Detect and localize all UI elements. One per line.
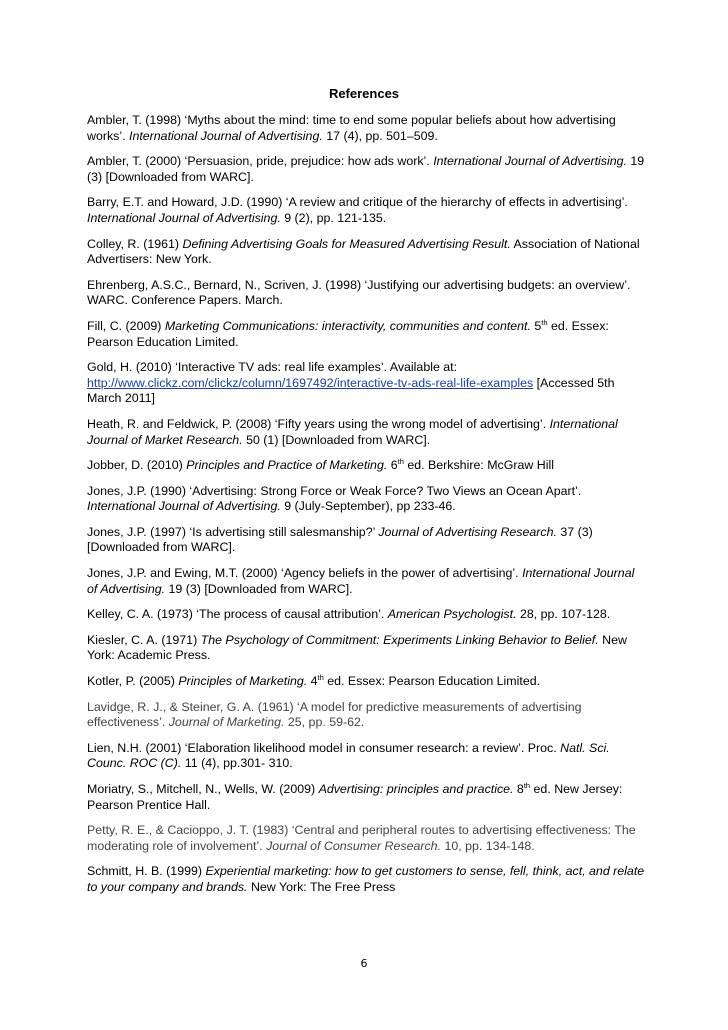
reference-entry [87,633,647,664]
reference-source-title: Marketing Communications: interactivity, communities and content. [164,318,531,333]
reference-source-title: American Psychologist. [387,607,517,622]
reference-text: Colley, R. (1961) [87,236,183,251]
reference-entry [87,195,647,226]
reference-entry [87,237,647,268]
reference-text: 28, pp. 107-128. [516,607,611,622]
page-number: 6 [360,957,368,970]
reference-entry [87,154,647,185]
reference-entry [87,566,647,597]
reference-source-title: Journal of Advertising Research. [378,524,557,539]
reference-text: Jones, J.P. (1990) ‘Advertising: Strong Force or Weak Force? Two Views an Ocean Apart’. [87,483,582,498]
reference-entry [87,700,647,731]
reference-text: 5 [530,318,542,333]
reference-text: New York: The Free Press [247,879,396,894]
reference-source-title: International Journal of Advertising. [87,499,281,514]
reference-entry [87,782,647,813]
reference-text: Barry, E.T. and Howard, J.D. (1990) ‘A review and critique of the hierarchy of effects in advertising’. [87,195,628,210]
reference-text: 9 (July-September), pp 233-46. [280,499,456,514]
reference-text: Jobber, D. (2010) [87,458,187,473]
reference-text: New York: Academic Press. [87,632,627,663]
reference-text: 8 [513,782,524,796]
edition-superscript: th [397,457,404,467]
reference-text: Association of National Advertisers: New York. [87,236,640,267]
edition-superscript: th [317,673,324,683]
reference-entry [87,360,647,407]
reference-text: Lien, N.H. (2001) ‘Elaboration likelihood model in consumer research: a review’. Proc. [87,740,561,755]
reference-text: Kotler, P. (2005) [87,674,179,689]
reference-source-title: Journal of Marketing. [168,715,285,730]
reference-text: Ambler, T. (1998) ‘Myths about the mind: time to end some popular beliefs about how advertising works’. [87,113,616,143]
reference-text: 6 [387,458,398,473]
reference-source-title: The Psychology of Commitment: Experiments Linking Behavior to Belief. [200,632,599,647]
reference-source-title: Natl. Sci. Counc. ROC (C). [87,740,610,771]
reference-text: 17 (4), pp. 501–509. [322,128,438,143]
reference-text: 19 (3) [Downloaded from WARC]. [87,154,645,184]
reference-entry [87,741,647,772]
reference-entry [87,417,647,448]
edition-superscript: th [541,317,548,327]
reference-text: Ehrenberg, A.S.C., Bernard, N., Scriven, J. (1998) ‘Justifying our advertising budgets: an overview’. WARC. Conference Papers. March. [87,277,631,308]
reference-source-title: International Journal of Advertising. [87,566,635,596]
reference-text: ed. Essex: Pearson Education Limited. [323,674,541,689]
reference-entry [87,319,647,350]
reference-text: 37 (3) [Downloaded from WARC]. [87,524,593,555]
reference-entry [87,278,647,309]
reference-text: 9 (2), pp. 121-135. [280,210,387,225]
reference-source-title: Principles of Marketing. [178,674,308,689]
reference-entry [87,864,647,895]
reference-source-title: International Journal of Advertising. [87,210,281,225]
reference-text: Gold, H. (2010) ‘Interactive TV ads: real life examples’. Available at: [87,360,458,375]
page-title: References [328,86,400,101]
reference-entry [87,113,647,144]
reference-text: Kiesler, C. A. (1971) [87,632,201,647]
reference-text: Moriatry, S., Mitchell, N., Wells, W. (2009) [87,782,319,796]
reference-source-title: International Journal of Advertising. [433,154,627,169]
reference-text: 19 (3) [Downloaded from WARC]. [165,581,353,596]
reference-link[interactable]: http://www.clickz.com/clickz/column/1697492/interactive-tv-ads-real-life-examples [87,375,534,390]
reference-source-title: Experiential marketing: how to get customers to sense, fell, think, act, and relate to your company and brands. [87,864,645,894]
reference-text: Kelley, C. A. (1973) ‘The process of causal attribution’. [87,607,388,622]
reference-source-title: Defining Advertising Goals for Measured Advertising Result. [182,236,511,251]
reference-entry [87,607,647,623]
reference-text: Fill, C. (2009) [87,318,165,333]
reference-text: ed. Essex: Pearson Education Limited. [87,318,609,349]
reference-text: ed. New Jersey: Pearson Prentice Hall. [87,782,623,812]
reference-source-title: International Journal of Market Research. [87,416,618,447]
reference-source-title: Advertising: principles and practice. [318,782,514,796]
reference-entry [87,458,647,474]
reference-text: ed. Berkshire: McGraw Hill [403,458,554,473]
reference-text: Ambler, T. (2000) ‘Persuasion, pride, prejudice: how ads work’. [87,154,434,169]
reference-source-title: Journal of Consumer Research. [266,838,442,853]
reference-text: Heath, R. and Feldwick, P. (2008) ‘Fifty years using the wrong model of advertising’. [87,416,550,431]
reference-text: Jones, J.P. and Ewing, M.T. (2000) ‘Agency beliefs in the power of advertising’. [87,566,523,581]
reference-text: 10, pp. 134-148. [441,838,535,853]
reference-source-title: Principles and Practice of Marketing. [186,458,388,473]
edition-superscript: th [523,781,531,790]
reference-text: 25, pp. 59-62. [284,715,365,730]
reference-text: 11 (4), pp.301- 310. [181,756,293,771]
reference-entry [87,823,647,854]
reference-entry [87,484,647,515]
reference-text: [Accessed 5th March 2011] [87,375,615,406]
reference-text: Jones, J.P. (1997) ‘Is advertising still salesmanship?’ [87,524,379,539]
reference-source-title: International Journal of Advertising. [129,128,323,143]
reference-text: Lavidge, R. J., & Steiner, G. A. (1961) ‘A model for predictive measurements of advertising effectiveness’. [87,699,582,730]
reference-text: 4 [307,674,318,689]
reference-text: Schmitt, H. B. (1999) [87,864,206,879]
reference-entry [87,674,647,690]
reference-text: Petty, R. E., & Cacioppo, J. T. (1983) ‘Central and peripheral routes to advertising effectiveness: The moderating role of involvement’. [87,823,636,853]
reference-list [87,113,647,906]
reference-entry [87,525,647,556]
reference-text: 50 (1) [Downloaded from WARC]. [242,432,431,447]
